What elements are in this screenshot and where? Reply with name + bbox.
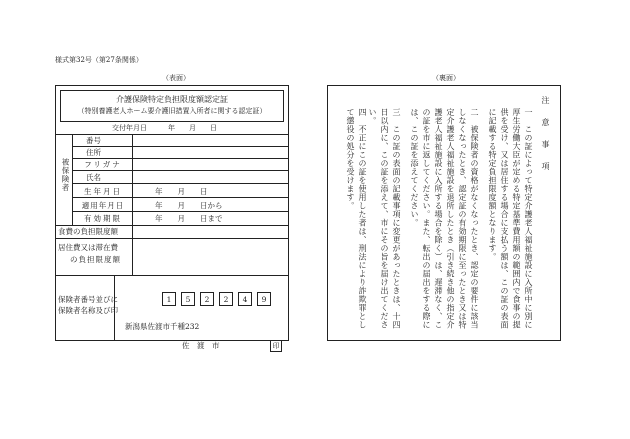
insurer-address: 新潟県佐渡市千種232 bbox=[125, 322, 200, 331]
insurer-label-1: 保険者番号並びに bbox=[58, 295, 118, 304]
back-side-label: （裏面） bbox=[432, 74, 460, 82]
row-dob-label: 生年月日 bbox=[84, 187, 122, 196]
row-number-label: 番号 bbox=[86, 136, 101, 145]
note-item-4: 四 不正にこの証を使用した者は、刑法により詐欺罪として懲役の処分を受けます。 bbox=[346, 108, 367, 329]
issue-date: 交付年月日 年 月 日 bbox=[112, 124, 217, 132]
row-applicable-value: 年 月 日から bbox=[155, 201, 223, 210]
residence-limit-label-1: 居住費又は滞在費 bbox=[58, 243, 118, 252]
front-side-label: （表面） bbox=[162, 74, 190, 82]
insurer-name: 佐 渡 市 bbox=[182, 341, 220, 350]
insured-person-label: 被保険者 bbox=[61, 158, 70, 192]
note-item-2: 二 被保険者の資格がなくなったとき、認定の要件に該当しなくなったとき、認定証の有効期限に至ったとき又は特定介護老人福祉施設を退所したとき（引き続き他の指定介護老人福祉施設に入所する場合を除く）は、遅滞なく、この証を市に返してください。また、転出の届出をする際には、この証を添えてください。 bbox=[410, 108, 479, 329]
insurer-digit: 2 bbox=[200, 292, 214, 306]
certificate-subtitle: （特別養護老人ホーム要介護旧措置入所者に関する認定証） bbox=[77, 107, 267, 115]
insurer-label-2: 保険者名称及び印 bbox=[58, 306, 118, 315]
row-applicable-label: 適用年月日 bbox=[81, 201, 125, 210]
notes-heading: 注 意 事 項 bbox=[541, 96, 550, 173]
residence-limit-label-2: の負担限度額 bbox=[70, 255, 121, 264]
row-address-label: 住所 bbox=[86, 148, 101, 157]
row-furigana-label: フリガナ bbox=[84, 160, 122, 169]
insurer-digit: 5 bbox=[181, 292, 195, 306]
form-number-label: 様式第32号（第27条関係） bbox=[55, 56, 143, 64]
food-cost-limit-label: 食費の負担限度額 bbox=[58, 227, 118, 236]
seal-box: 印 bbox=[270, 340, 282, 352]
insurer-digit: 1 bbox=[162, 292, 176, 306]
note-item-1: 一 この証によって特定介護老人福祉施設に入所中に別に厚生労働大臣が定める特定基準費用額の範囲内で食事の提供を受け、又は居住する場合に支払う額は、この証の表面に記載する特定負担限度額となります。 bbox=[488, 108, 533, 329]
insurer-digit: 4 bbox=[238, 292, 252, 306]
insurer-digit: 2 bbox=[219, 292, 233, 306]
row-name-label: 氏名 bbox=[86, 173, 101, 182]
row-expiry-label: 有効期限 bbox=[84, 214, 122, 223]
insurer-digit: 9 bbox=[257, 292, 271, 306]
row-expiry-value: 年 月 日まで bbox=[155, 214, 223, 223]
note-item-3: 三 この証の表面の記載事項に変更があったときは、十四日以内に、この証を添えて、市にその旨を届け出てください。 bbox=[368, 108, 401, 329]
row-dob-value: 年 月 日 bbox=[155, 187, 208, 196]
certificate-title: 介護保険特定負担限度額認定証 bbox=[116, 95, 228, 104]
